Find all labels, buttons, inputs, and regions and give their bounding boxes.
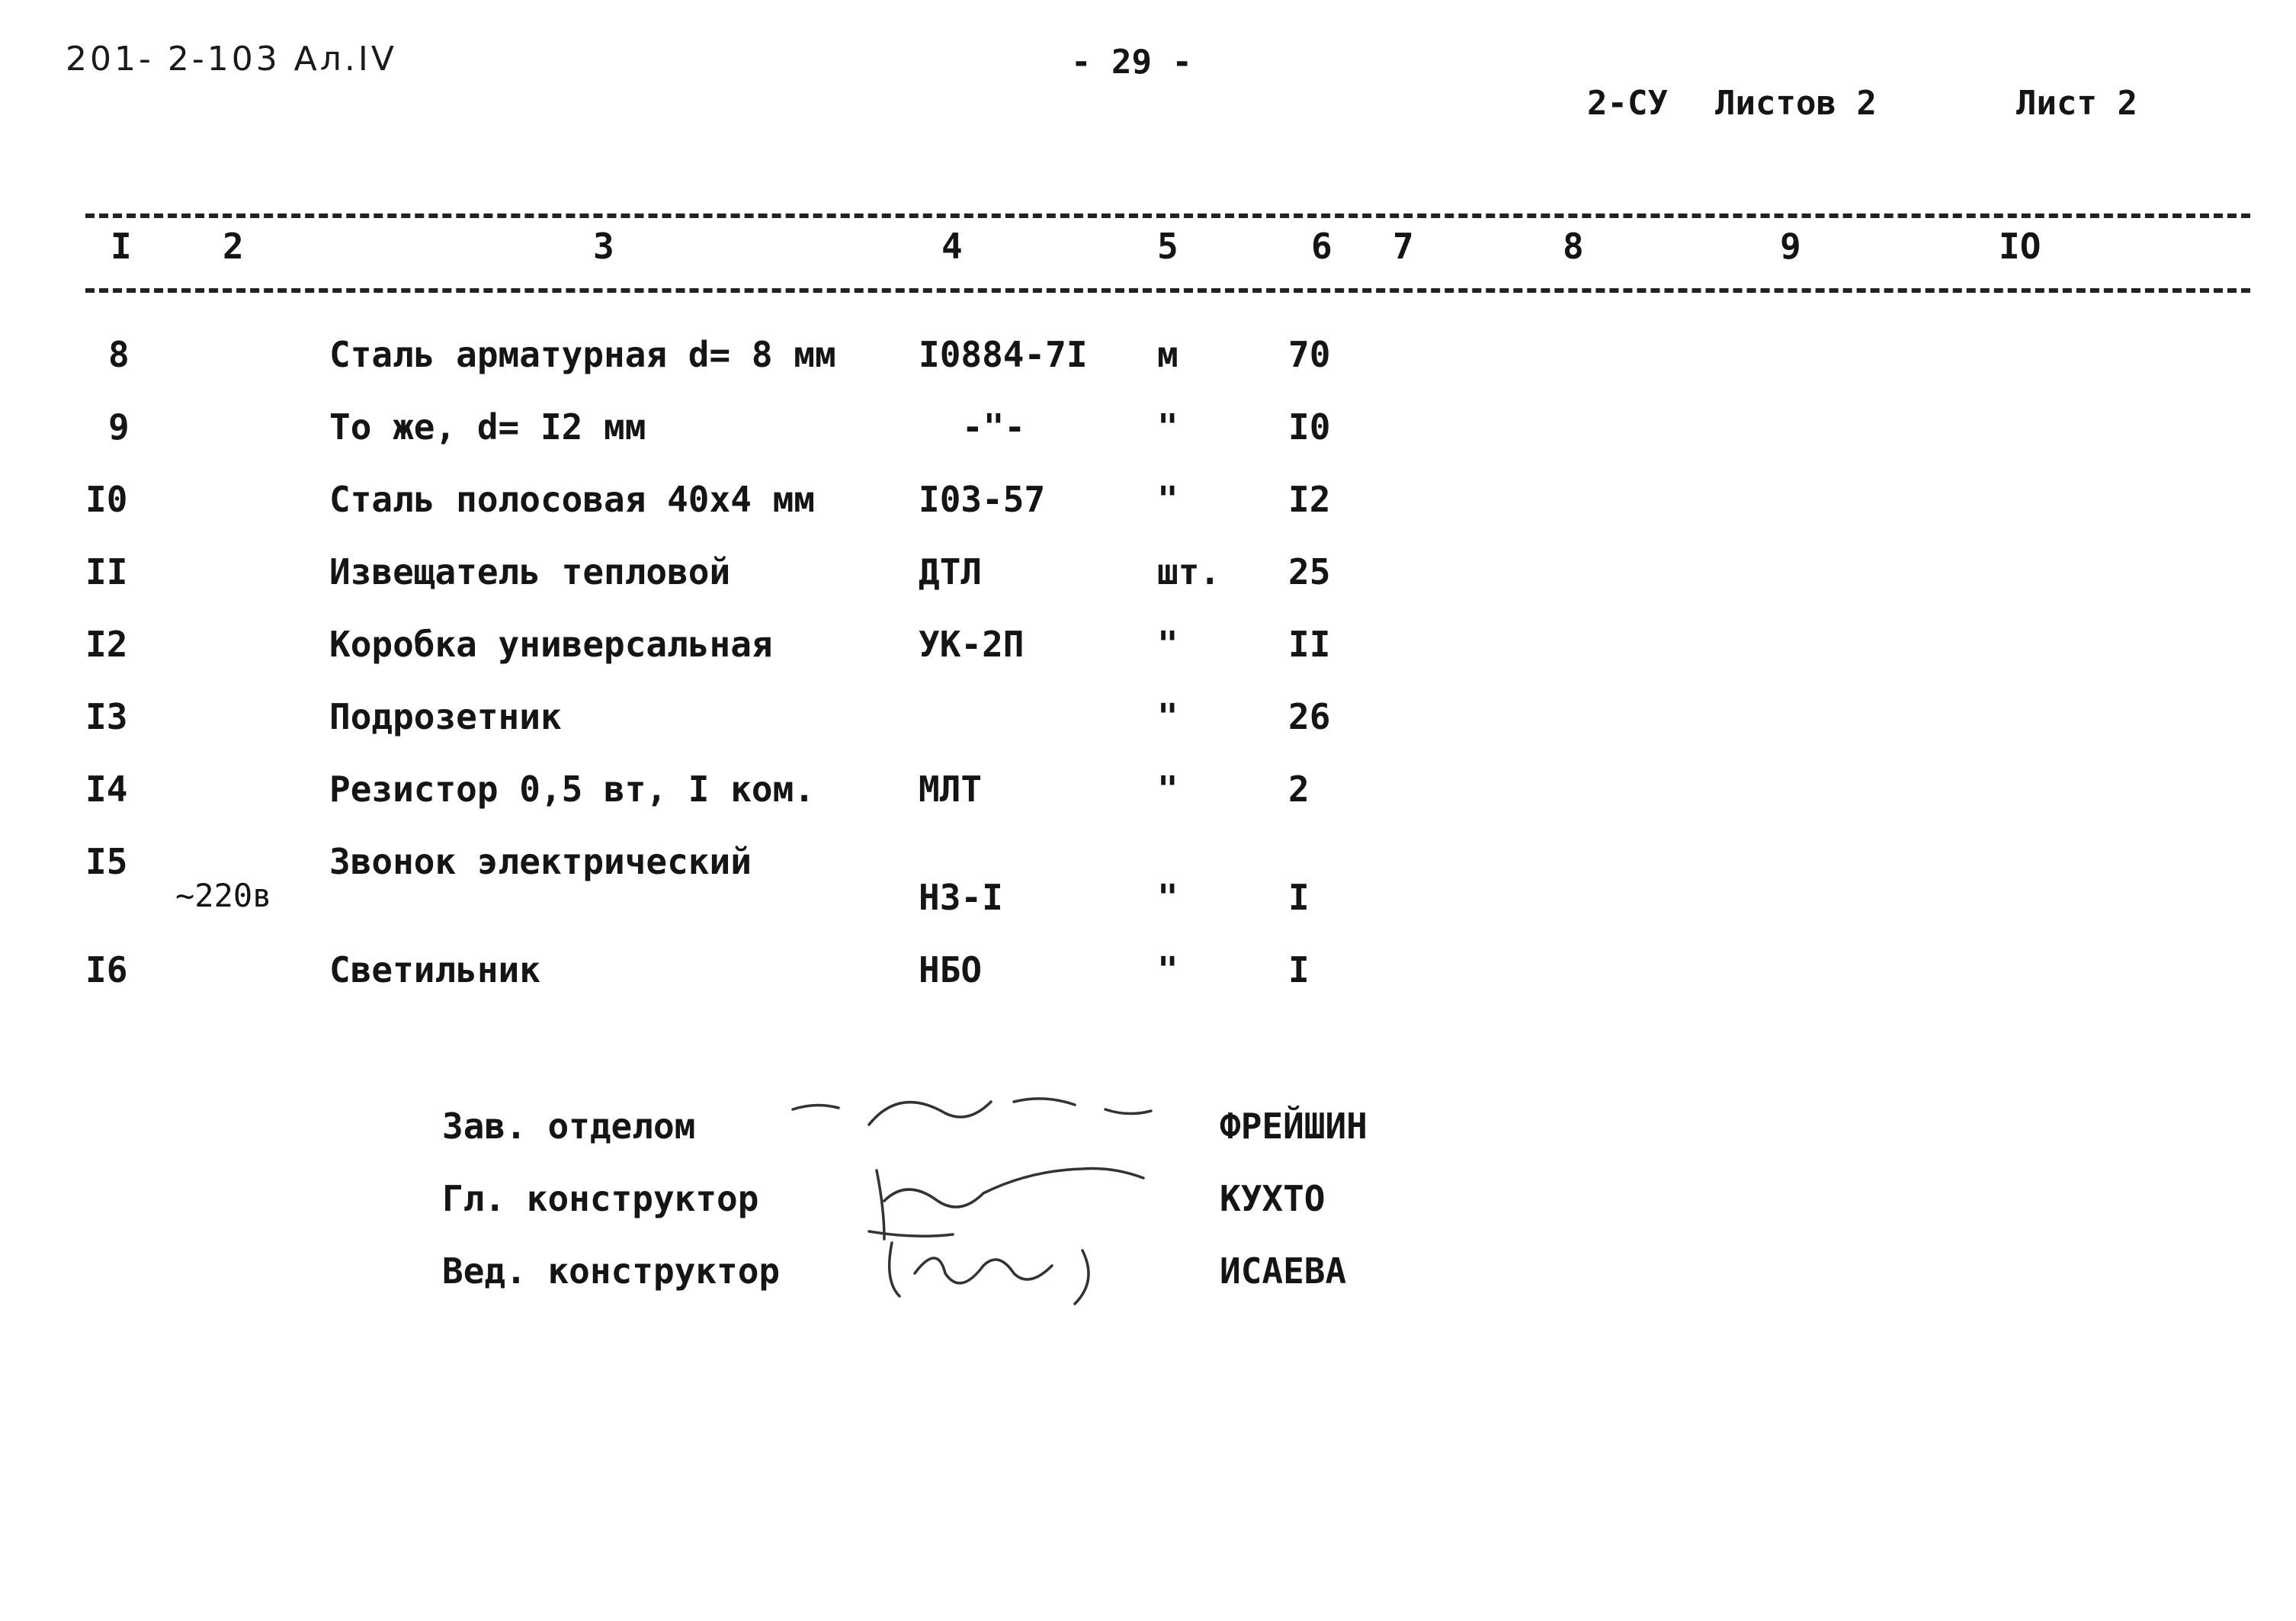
- signature-role: Гл. конструктор: [442, 1178, 759, 1219]
- column-header-10: IO: [1999, 226, 2041, 267]
- item-name: Коробка универсальная: [329, 624, 773, 665]
- signature-role: Зав. отделом: [442, 1106, 696, 1147]
- column-header-1: I: [111, 226, 132, 267]
- page-number: - 29 -: [1071, 43, 1192, 82]
- item-quantity: I: [1288, 949, 1310, 990]
- row-number: I2: [85, 624, 128, 665]
- item-unit: ": [1157, 624, 1178, 665]
- row-number: II: [85, 551, 128, 592]
- row-note: ~220в: [175, 877, 272, 914]
- item-unit: м: [1157, 334, 1178, 375]
- item-unit: ": [1157, 877, 1178, 918]
- item-quantity: 2: [1288, 769, 1310, 810]
- item-code: НЗ-I: [919, 877, 1003, 918]
- header-bottom-rule: [85, 288, 2250, 293]
- item-name: Подрозетник: [329, 696, 562, 737]
- item-quantity: 25: [1288, 551, 1331, 592]
- item-name: Сталь полосовая 40х4 мм: [329, 479, 815, 520]
- item-code: I03-57: [919, 479, 1046, 520]
- sheets-total: Листов 2: [1715, 84, 1877, 123]
- column-header-7: 7: [1393, 226, 1414, 267]
- column-header-5: 5: [1157, 226, 1178, 267]
- signature-name: ИСАЕВА: [1220, 1250, 1347, 1292]
- row-number: I5: [85, 841, 128, 882]
- item-unit: ": [1157, 406, 1178, 448]
- document-code: 201- 2-103 Ал.IV: [66, 40, 397, 79]
- item-name: Резистор 0,5 вт, I ком.: [329, 769, 815, 810]
- item-code: МЛТ: [919, 769, 983, 810]
- row-number: I4: [85, 769, 128, 810]
- item-quantity: I: [1288, 877, 1310, 918]
- column-header-6: 6: [1311, 226, 1332, 267]
- column-header-2: 2: [223, 226, 244, 267]
- item-code: НБО: [919, 949, 983, 990]
- column-header-4: 4: [941, 226, 963, 267]
- item-quantity: II: [1288, 624, 1331, 665]
- row-number: 8: [108, 334, 130, 375]
- item-quantity: 70: [1288, 334, 1331, 375]
- header-top-rule: [85, 213, 2250, 218]
- item-code: -"-: [962, 406, 1026, 448]
- signature-role: Вед. конструктор: [442, 1250, 781, 1292]
- signature-image: [869, 1228, 1113, 1311]
- item-name: Светильник: [329, 949, 540, 990]
- row-number: I3: [85, 696, 128, 737]
- sheet-number: Лист 2: [2016, 84, 2137, 123]
- item-code: I0884-7I: [919, 334, 1088, 375]
- item-quantity: 26: [1288, 696, 1331, 737]
- item-quantity: I0: [1288, 406, 1331, 448]
- column-header-3: 3: [593, 226, 614, 267]
- signature-image: [785, 1071, 1182, 1140]
- item-code: УК-2П: [919, 624, 1025, 665]
- item-name: Звонок электрический: [329, 841, 752, 882]
- item-quantity: I2: [1288, 479, 1331, 520]
- item-unit: шт.: [1157, 551, 1221, 592]
- item-unit: ": [1157, 769, 1178, 810]
- item-name: Сталь арматурная d= 8 мм: [329, 334, 836, 375]
- row-number: I0: [85, 479, 128, 520]
- item-name: Извещатель тепловой: [329, 551, 731, 592]
- drawing-mark: 2-СУ: [1587, 84, 1668, 123]
- item-name: То же, d= I2 мм: [329, 406, 646, 448]
- column-header-9: 9: [1780, 226, 1801, 267]
- signature-name: ФРЕЙШИН: [1220, 1106, 1368, 1147]
- row-number: I6: [85, 949, 128, 990]
- item-unit: ": [1157, 479, 1178, 520]
- column-header-8: 8: [1563, 226, 1584, 267]
- signature-name: КУХТО: [1220, 1178, 1326, 1219]
- row-number: 9: [108, 406, 130, 448]
- item-unit: ": [1157, 949, 1178, 990]
- item-code: ДТЛ: [919, 551, 983, 592]
- item-unit: ": [1157, 696, 1178, 737]
